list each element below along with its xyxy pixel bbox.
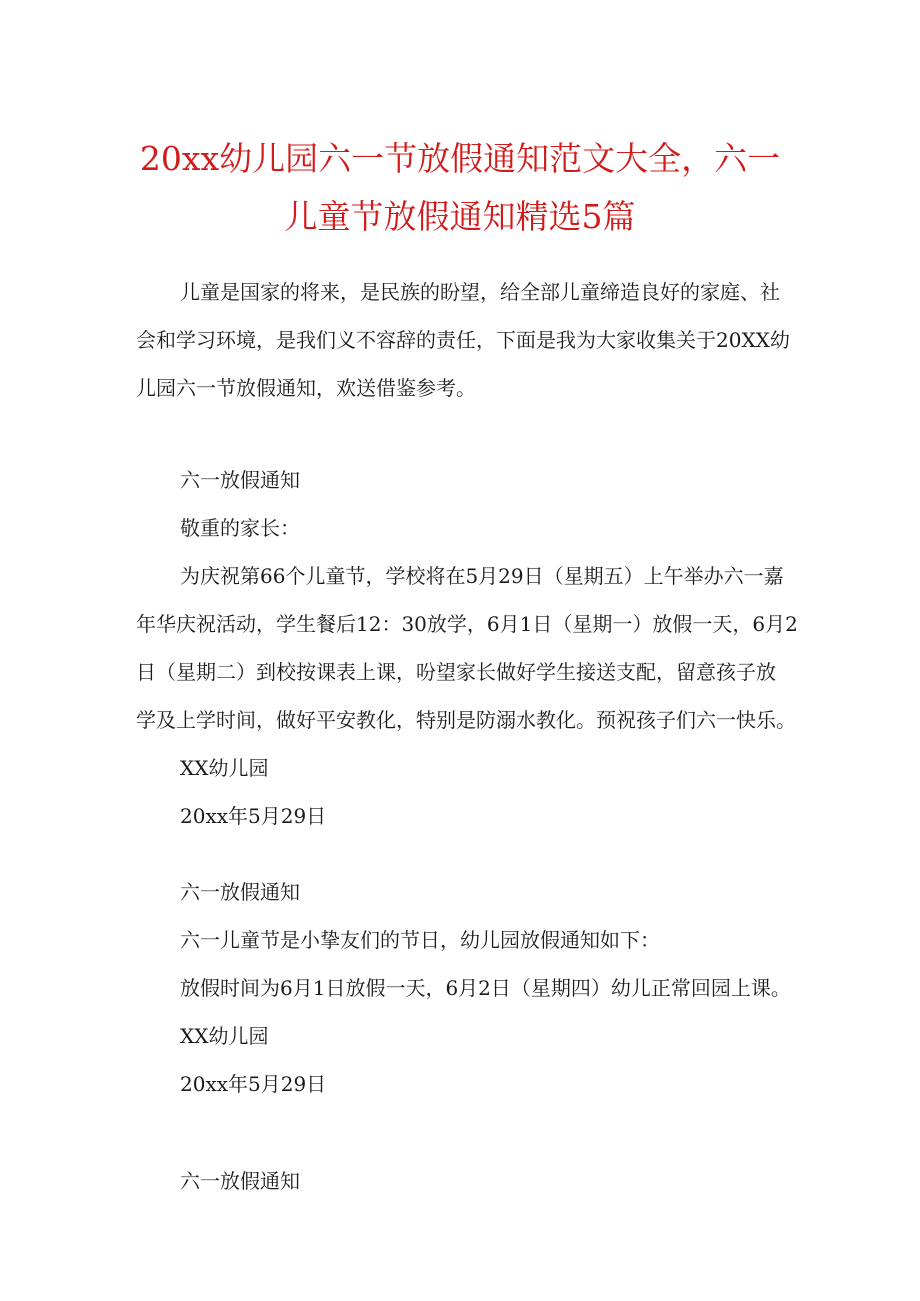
title-line-2: 儿童节放假通知精选5篇 <box>284 197 636 236</box>
notice-1-date: 20xx年5月29日 <box>180 804 327 828</box>
document-title <box>120 130 800 246</box>
notice-1-body-line-1: 为庆祝第66个儿童节，学校将在5月29日（星期五）上午举办六一嘉 <box>180 564 784 588</box>
notice-2-line-2: 放假时间为6月1日放假一天，6月2日（星期四）幼儿正常回园上课。 <box>180 976 791 1000</box>
notice-1-salutation: 敬重的家长： <box>180 516 300 540</box>
notice-1-body-line-4: 学及上学时间，做好平安教化，特别是防溺水教化。预祝孩子们六一快乐。 <box>136 708 796 732</box>
notice-2-signature: XX幼儿园 <box>180 1024 269 1048</box>
notice-2 <box>136 868 816 1108</box>
intro-line-3: 儿园六一节放假通知，欢送借鉴参考。 <box>136 376 476 400</box>
intro-paragraph <box>136 268 796 412</box>
notice-3-heading: 六一放假通知 <box>180 1169 300 1193</box>
notice-2-heading: 六一放假通知 <box>180 880 300 904</box>
notice-1 <box>136 456 816 840</box>
notice-1-heading: 六一放假通知 <box>180 468 300 492</box>
intro-line-1: 儿童是国家的将来，是民族的盼望，给全部儿童缔造良好的家庭、社 <box>180 280 780 304</box>
title-line-1: 20xx幼儿园六一节放假通知范文大全，六一 <box>139 139 781 178</box>
notice-1-signature: XX幼儿园 <box>180 756 269 780</box>
notice-1-body-line-2: 年华庆祝活动，学生餐后12：30放学，6月1日（星期一）放假一天，6月2 <box>136 612 798 636</box>
notice-3 <box>136 1157 816 1205</box>
notice-2-date: 20xx年5月29日 <box>180 1072 327 1096</box>
notice-1-body-line-3: 日（星期二）到校按课表上课，吩望家长做好学生接送支配，留意孩子放 <box>136 660 776 684</box>
intro-line-2: 会和学习环境，是我们义不容辞的责任，下面是我为大家收集关于20XX幼 <box>136 328 790 352</box>
notice-2-line-1: 六一儿童节是小挚友们的节日，幼儿园放假通知如下： <box>180 928 660 952</box>
